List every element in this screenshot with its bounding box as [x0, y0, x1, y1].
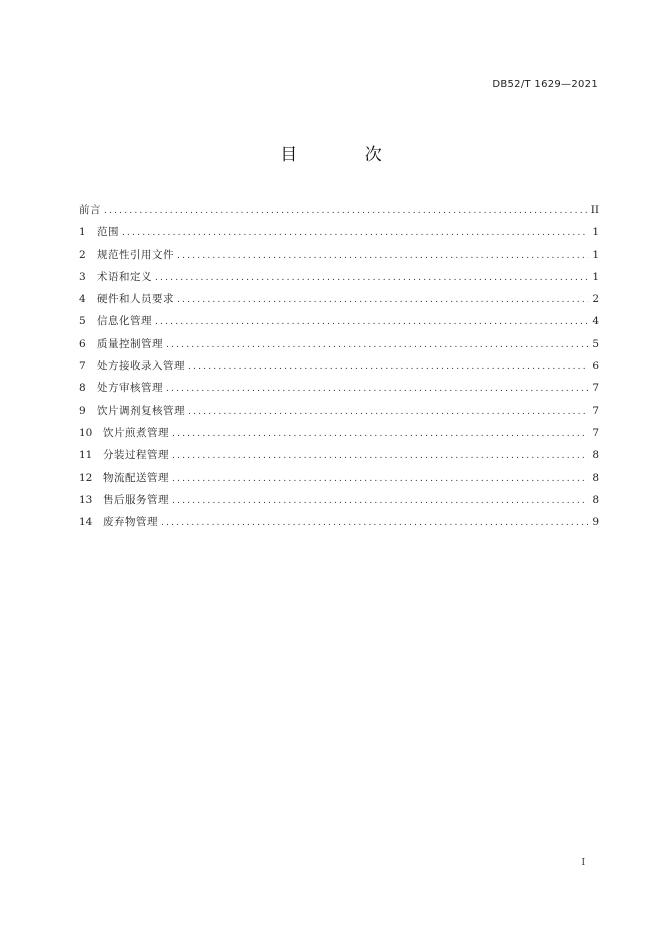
toc-entry-page: 7 [592, 404, 599, 417]
toc-entry-number: 14 [79, 516, 93, 529]
toc-leader-dots [166, 378, 588, 400]
toc-entry-7[interactable] [79, 355, 599, 377]
toc-entry-3[interactable] [79, 266, 599, 288]
toc-leader-dots [172, 468, 588, 490]
toc-entry-number: 6 [79, 337, 86, 350]
toc-entry-13[interactable] [79, 489, 599, 511]
toc-leader-dots [172, 490, 588, 512]
toc-entry-page: 8 [592, 471, 599, 484]
toc-entry-number: 9 [79, 404, 86, 417]
toc-entry-page: II [590, 204, 599, 216]
toc-entry-number: 5 [79, 315, 86, 328]
toc-entry-12[interactable] [79, 467, 599, 489]
toc-entry-label: 饮片调剂复核管理 [97, 404, 185, 417]
toc-entry-9[interactable] [79, 400, 599, 422]
page-number: I [581, 858, 585, 868]
toc-entry-page: 8 [592, 493, 599, 506]
toc-leader-dots [177, 289, 588, 311]
toc-leader-dots [104, 200, 588, 222]
toc-entry-number: 8 [79, 382, 86, 395]
toc-leader-dots [161, 512, 588, 534]
toc-entry-2[interactable] [79, 244, 599, 266]
toc-entry-label: 分装过程管理 [103, 449, 169, 462]
toc-leader-dots [166, 334, 588, 356]
toc-entry-number: 10 [79, 426, 93, 439]
toc-leader-dots [172, 445, 588, 467]
toc-entry-8[interactable] [79, 377, 599, 399]
toc-entry-label: 质量控制管理 [97, 337, 163, 350]
toc-entry-foreword[interactable] [79, 199, 599, 221]
toc-entry-number: 4 [79, 293, 86, 306]
toc-entry-label: 处方接收录入管理 [97, 360, 185, 373]
toc-leader-dots [177, 245, 588, 267]
toc-entry-page: 1 [592, 226, 599, 239]
standard-code: DB52/T 1629—2021 [492, 79, 598, 90]
toc-entry-page: 9 [592, 516, 599, 529]
toc-entry-label: 规范性引用文件 [97, 248, 174, 261]
toc-entry-6[interactable] [79, 333, 599, 355]
toc-entry-number: 13 [79, 493, 93, 506]
toc-entry-label: 饮片煎煮管理 [103, 426, 169, 439]
toc-entry-page: 1 [592, 248, 599, 261]
toc-entry-label: 硬件和人员要求 [97, 293, 174, 306]
toc-entry-page: 5 [592, 337, 599, 350]
toc-entry-label: 术语和定义 [97, 270, 152, 283]
toc-entry-page: 6 [592, 360, 599, 373]
toc-entry-1[interactable] [79, 221, 599, 243]
toc-entry-label: 物流配送管理 [103, 471, 169, 484]
toc-entry-page: 2 [592, 293, 599, 306]
page-title: 目 次 [280, 145, 413, 165]
toc-entry-number: 12 [79, 471, 93, 484]
toc-entry-4[interactable] [79, 288, 599, 310]
toc-entry-number: 2 [79, 248, 86, 261]
toc-entry-number: 3 [79, 270, 86, 283]
toc-leader-dots [122, 222, 588, 244]
toc-entry-label: 前言 [79, 204, 101, 216]
toc-entry-10[interactable] [79, 422, 599, 444]
toc-entry-11[interactable] [79, 444, 599, 466]
toc-leader-dots [188, 356, 588, 378]
toc-leader-dots [155, 267, 588, 289]
toc-entry-number: 7 [79, 360, 86, 373]
toc-entry-label: 范围 [97, 226, 119, 239]
toc-entry-14[interactable] [79, 511, 599, 533]
toc-entry-5[interactable] [79, 310, 599, 332]
toc-entry-page: 7 [592, 426, 599, 439]
toc-leader-dots [155, 311, 588, 333]
toc-entry-label: 售后服务管理 [103, 493, 169, 506]
toc-entry-number: 11 [79, 449, 93, 462]
toc-entry-label: 信息化管理 [97, 315, 152, 328]
toc-leader-dots [188, 401, 588, 423]
toc-leader-dots [172, 423, 588, 445]
toc-entry-label: 处方审核管理 [97, 382, 163, 395]
toc-entry-page: 8 [592, 449, 599, 462]
toc-entry-page: 7 [592, 382, 599, 395]
toc-entry-label: 废弃物管理 [103, 516, 158, 529]
toc-entry-page: 4 [592, 315, 599, 328]
toc-entry-number: 1 [79, 226, 86, 239]
table-of-contents [79, 199, 599, 533]
toc-entry-page: 1 [592, 270, 599, 283]
